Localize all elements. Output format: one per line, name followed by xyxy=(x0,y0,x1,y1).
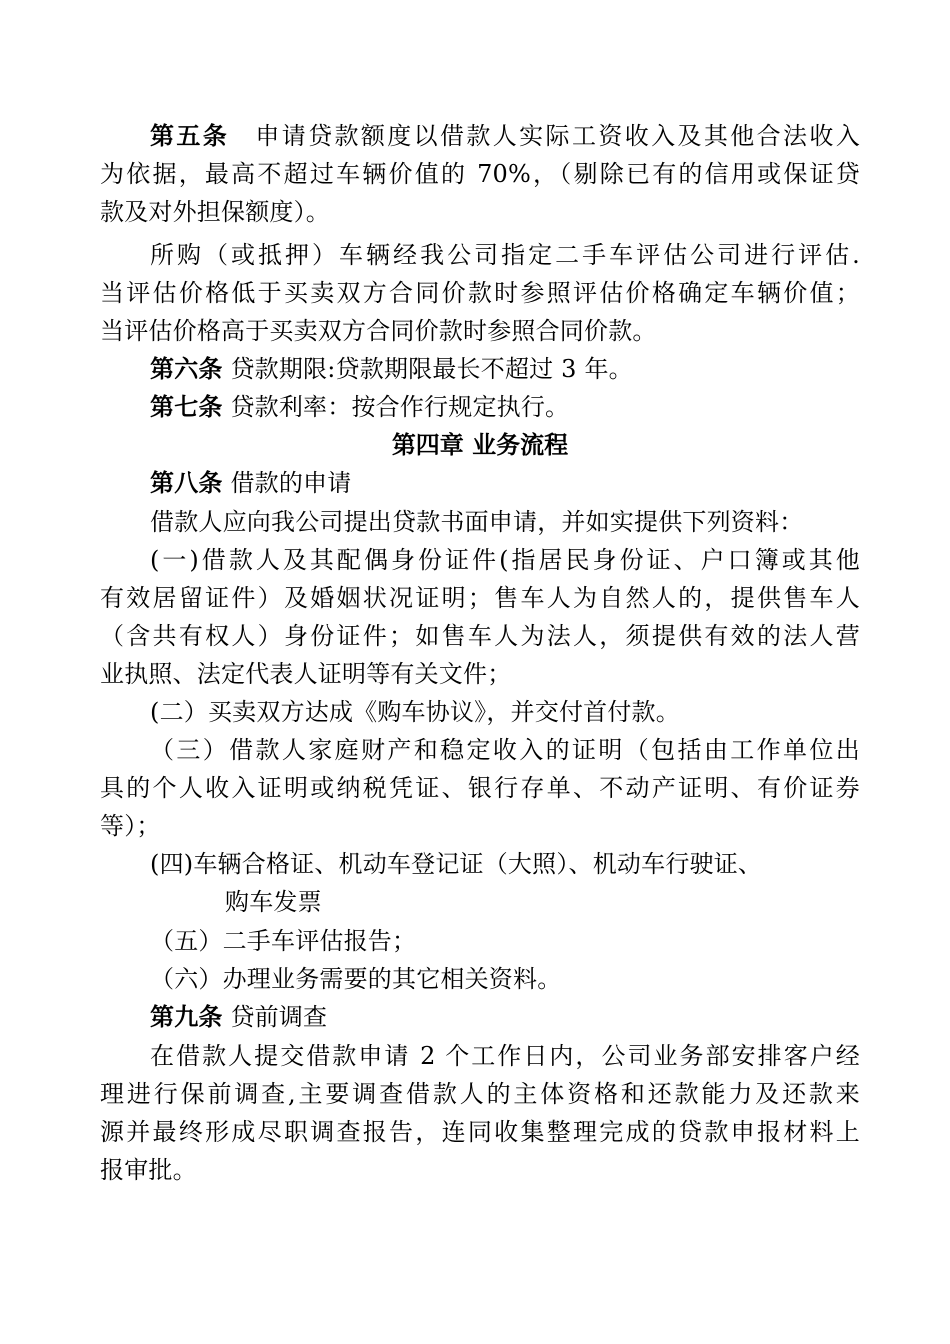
article-8-item-3-line-1: （三）借款人家庭财产和稳定收入的证明（包括由工作单位出 xyxy=(150,736,860,764)
article-8-item-2: (二）买卖双方达成《购车协议》，并交付首付款。 xyxy=(150,698,680,726)
article-8-item-4-line-1: (四)车辆合格证、机动车登记证（大照）、机动车行驶证、 xyxy=(150,850,763,878)
article-8-intro: 借款人应向我公司提出贷款书面申请，并如实提供下列资料： xyxy=(150,508,804,536)
article-7-text: 贷款利率：按合作行规定执行。 xyxy=(230,393,570,421)
article-8-text: 借款的申请 xyxy=(230,469,352,497)
article-8-item-3-line-2: 具的个人收入证明或纳税凭证、银行存单、不动产证明、有价证券 xyxy=(100,774,860,802)
article-7-line xyxy=(150,388,860,426)
article-9-heading: 第九条 xyxy=(150,1002,223,1031)
article-9-line xyxy=(150,998,860,1036)
article-5-text: 申请贷款额度以借款人实际工资收入及其他合法收入 xyxy=(253,122,860,150)
article-9-para-line-2: 理进行保前调查,主要调查借款人的主体资格和还款能力及还款来 xyxy=(100,1080,860,1108)
article-6-text: 贷款期限:贷款期限最长不超过 3 年。 xyxy=(230,355,633,383)
article-5-para-2-line-3: 当评估价格高于买卖双方合同价款时参照合同价款。 xyxy=(100,317,657,345)
article-8-line xyxy=(150,464,860,502)
article-8-item-5: （五）二手车评估报告； xyxy=(150,927,417,955)
article-8-item-3-line-3: 等）； xyxy=(100,812,161,840)
article-5-line-2: 为依据，最高不超过车辆价值的 70%，（剔除已有的信用或保证贷 xyxy=(100,160,860,188)
article-6-line xyxy=(150,350,860,388)
article-8-item-6: （六）办理业务需要的其它相关资料。 xyxy=(150,965,562,993)
article-5-heading: 第五条 xyxy=(150,121,230,150)
article-5-para-2-line-2: 当评估价格低于买卖双方合同价款时参照评估价格确定车辆价值； xyxy=(100,279,860,307)
chapter-4-title: 第四章 业务流程 xyxy=(391,430,569,459)
article-9-para-line-4: 报审批。 xyxy=(100,1156,197,1184)
article-5-line-1 xyxy=(150,117,860,155)
article-6-heading: 第六条 xyxy=(150,354,223,383)
article-8-item-1-line-2: 有效居留证件）及婚姻状况证明；售车人为自然人的，提供售车人 xyxy=(100,584,860,612)
article-8-item-1-line-1: (一)借款人及其配偶身份证件(指居民身份证、户口簿或其他 xyxy=(150,546,860,574)
article-8-item-1-line-4: 业执照、法定代表人证明等有关文件； xyxy=(100,660,512,688)
article-9-para-line-1: 在借款人提交借款申请 2 个工作日内，公司业务部安排客户经 xyxy=(150,1042,860,1070)
article-9-text: 贷前调查 xyxy=(230,1003,328,1031)
article-5-line-3: 款及对外担保额度）。 xyxy=(100,198,330,226)
article-7-heading: 第七条 xyxy=(150,392,223,421)
article-5-para-2-line-1: 所购（或抵押）车辆经我公司指定二手车评估公司进行评估. xyxy=(150,241,860,269)
article-9-para-line-3: 源并最终形成尽职调查报告，连同收集整理完成的贷款申报材料上 xyxy=(100,1118,860,1146)
article-8-item-1-line-3: （含共有权人）身份证件；如售车人为法人，须提供有效的法人营 xyxy=(100,622,860,650)
article-8-heading: 第八条 xyxy=(150,468,223,497)
article-8-item-4-line-2: 购车发票 xyxy=(225,888,322,916)
